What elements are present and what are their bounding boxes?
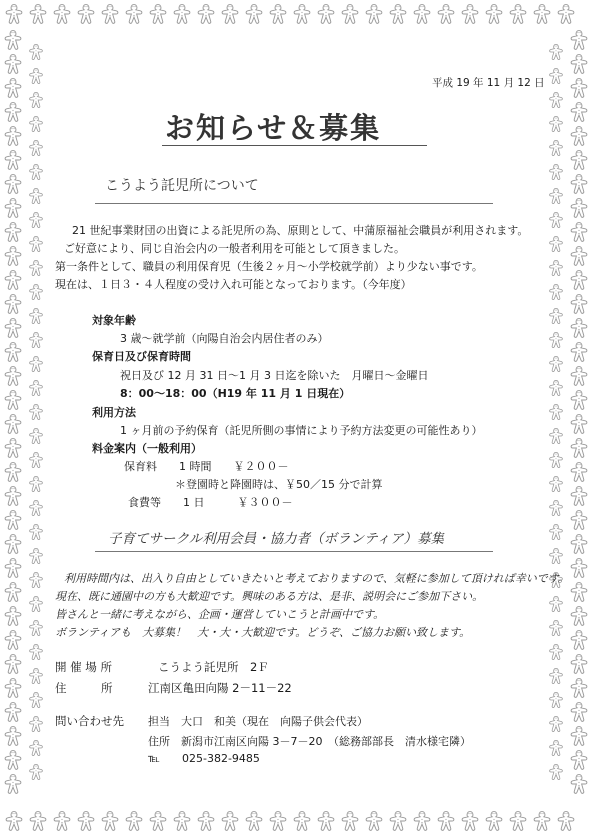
gingerbread-figure [550, 428, 563, 443]
gingerbread-figure [5, 343, 21, 362]
gingerbread-figure [550, 380, 563, 395]
gingerbread-figure [571, 751, 587, 770]
gingerbread-figure [534, 812, 550, 831]
gingerbread-figure [30, 5, 46, 24]
gingerbread-figure [5, 79, 21, 98]
gingerbread-figure [150, 5, 166, 24]
days-value-2: 8：00～18：00（H19 年 11 月 1 日現在） [120, 387, 351, 400]
intro-line-2: ご好意により、同じ自治会内の一般者利用を可能として頂きました。 [64, 242, 405, 255]
gingerbread-figure [246, 5, 262, 24]
gingerbread-figure [550, 308, 563, 323]
gingerbread-figure [571, 247, 587, 266]
gingerbread-figure [5, 511, 21, 530]
gingerbread-figure [550, 236, 563, 251]
gingerbread-figure [571, 223, 587, 242]
gingerbread-figure [30, 500, 43, 515]
section1-underline [95, 203, 493, 204]
gingerbread-figure [438, 5, 454, 24]
venue-label: 開 催 場 所 [55, 660, 112, 674]
gingerbread-figure [5, 655, 21, 674]
gingerbread-figure [30, 764, 43, 779]
gingerbread-figure [550, 692, 563, 707]
gingerbread-figure [571, 367, 587, 386]
fee-meal: 食費等 1 日 ￥３００－ [128, 496, 293, 509]
usage-value: 1 ヶ月前の予約保育（託児所側の事情により予約方法変更の可能性あり） [120, 424, 483, 437]
gingerbread-figure [30, 140, 43, 155]
gingerbread-figure [5, 559, 21, 578]
page-title: お知らせ＆募集 [165, 111, 382, 145]
gingerbread-figure [550, 764, 563, 779]
gingerbread-figure [550, 188, 563, 203]
gingerbread-figure [571, 775, 587, 794]
gingerbread-figure [126, 5, 142, 24]
gingerbread-figure [510, 5, 526, 24]
gingerbread-figure [5, 319, 21, 338]
gingerbread-figure [198, 812, 214, 831]
gingerbread-figure [550, 452, 563, 467]
gingerbread-figure [438, 812, 454, 831]
gingerbread-figure [571, 271, 587, 290]
address-value: 江南区亀田向陽 2－11－22 [148, 681, 292, 695]
gingerbread-figure [294, 5, 310, 24]
gingerbread-figure [550, 164, 563, 179]
gingerbread-figure [318, 812, 334, 831]
recruit-line-2: 現在、既に通園中の方も大歓迎です。興味のある方は、是非、説明会にご参加下さい。 [55, 590, 484, 603]
gingerbread-figure [5, 103, 21, 122]
gingerbread-figure [571, 55, 587, 74]
gingerbread-figure [246, 812, 262, 831]
days-label: 保育日及び保育時間 [92, 350, 191, 363]
gingerbread-figure [54, 812, 70, 831]
gingerbread-figure [571, 103, 587, 122]
gingerbread-figure [30, 620, 43, 635]
recruit-line-1: 利用時間内は、出入り自由としていきたいと考えておりますので、気軽に参加して頂ければ幸いです。 [64, 572, 569, 585]
gingerbread-figure [30, 308, 43, 323]
gingerbread-figure [30, 116, 43, 131]
gingerbread-figure [174, 5, 190, 24]
gingerbread-figure [571, 31, 587, 50]
gingerbread-figure [6, 5, 22, 24]
gingerbread-figure [5, 631, 21, 650]
gingerbread-figure [571, 511, 587, 530]
gingerbread-figure [30, 428, 43, 443]
gingerbread-figure [550, 404, 563, 419]
gingerbread-figure [294, 812, 310, 831]
gingerbread-figure [30, 68, 43, 83]
gingerbread-figure [30, 380, 43, 395]
gingerbread-figure [5, 463, 21, 482]
gingerbread-figure [150, 812, 166, 831]
gingerbread-figure [571, 79, 587, 98]
gingerbread-figure [571, 535, 587, 554]
gingerbread-figure [30, 716, 43, 731]
gingerbread-figure [30, 164, 43, 179]
gingerbread-figure [6, 812, 22, 831]
gingerbread-figure [102, 5, 118, 24]
gingerbread-figure [550, 596, 563, 611]
gingerbread-figure [571, 151, 587, 170]
gingerbread-figure [510, 812, 526, 831]
gingerbread-figure [30, 44, 43, 59]
gingerbread-figure [550, 716, 563, 731]
gingerbread-figure [222, 812, 238, 831]
gingerbread-figure [571, 199, 587, 218]
gingerbread-figure [550, 356, 563, 371]
fee-care: 保育料 1 時間 ￥２００－ [124, 460, 289, 473]
gingerbread-figure [102, 812, 118, 831]
gingerbread-figure [550, 620, 563, 635]
gingerbread-figure [571, 559, 587, 578]
gingerbread-figure [5, 55, 21, 74]
section2-heading: 子育てサークル利用会員・協力者（ボランティア）募集 [108, 531, 445, 547]
gingerbread-figure [5, 679, 21, 698]
gingerbread-figure [78, 5, 94, 24]
gingerbread-figure [571, 439, 587, 458]
gingerbread-figure [30, 668, 43, 683]
section2-underline [95, 551, 493, 552]
gingerbread-figure [30, 92, 43, 107]
gingerbread-figure [550, 644, 563, 659]
recruit-line-3: 皆さんと一緒に考えながら、企画・運営していこうと計画中です。 [55, 608, 385, 621]
gingerbread-figure [534, 5, 550, 24]
gingerbread-figure [414, 5, 430, 24]
contact-person: 担当 大口 和美（現在 向陽子供会代表） [148, 715, 368, 728]
gingerbread-figure [318, 5, 334, 24]
gingerbread-figure [571, 631, 587, 650]
gingerbread-figure [30, 332, 43, 347]
gingerbread-figure [5, 247, 21, 266]
gingerbread-figure [5, 127, 21, 146]
gingerbread-figure [550, 500, 563, 515]
gingerbread-figure [571, 655, 587, 674]
gingerbread-figure [571, 703, 587, 722]
gingerbread-figure [550, 476, 563, 491]
gingerbread-figure [486, 812, 502, 831]
gingerbread-figure [30, 260, 43, 275]
intro-line-4: 現在は、１日３・４人程度の受け入れ可能となっております。（今年度） [55, 278, 412, 291]
contact-tel-label: ℡ [148, 752, 160, 765]
gingerbread-figure [550, 548, 563, 563]
gingerbread-figure [5, 367, 21, 386]
gingerbread-figure [571, 343, 587, 362]
gingerbread-figure [571, 295, 587, 314]
gingerbread-figure [390, 812, 406, 831]
gingerbread-figure [571, 175, 587, 194]
gingerbread-figure [550, 44, 563, 59]
gingerbread-figure [462, 812, 478, 831]
gingerbread-figure [5, 151, 21, 170]
gingerbread-figure [5, 391, 21, 410]
gingerbread-figure [571, 127, 587, 146]
contact-address: 住所 新潟市江南区向陽 3－7－20 （総務部部長 清水様宅隣） [148, 735, 471, 748]
gingerbread-figure [550, 212, 563, 227]
contact-label: 問い合わせ先 [55, 714, 124, 728]
gingerbread-figure [5, 487, 21, 506]
gingerbread-figure [550, 140, 563, 155]
gingerbread-figure [30, 404, 43, 419]
gingerbread-figure [366, 812, 382, 831]
venue-value: こうよう託児所 2Ｆ [158, 660, 269, 674]
gingerbread-figure [54, 5, 70, 24]
gingerbread-figure [571, 679, 587, 698]
gingerbread-figure [5, 607, 21, 626]
gingerbread-figure [550, 524, 563, 539]
gingerbread-figure [571, 583, 587, 602]
gingerbread-figure [558, 5, 574, 24]
gingerbread-figure [30, 692, 43, 707]
gingerbread-figure [5, 271, 21, 290]
target-value: 3 歳～就学前（向陽自治会内居住者のみ） [120, 332, 329, 345]
section1-heading: こうよう託児所について [105, 178, 259, 194]
gingerbread-figure [30, 548, 43, 563]
gingerbread-figure [126, 812, 142, 831]
gingerbread-figure [30, 572, 43, 587]
gingerbread-figure [342, 5, 358, 24]
document-date: 平成 19 年 11 月 12 日 [432, 77, 545, 89]
intro-line-3: 第一条件として、職員の利用保育児（生後２ヶ月～小学校就学前）より少ない事です。 [55, 260, 483, 273]
days-value-1: 祝日及び 12 月 31 日～1 月 3 日迄を除いた 月曜日～金曜日 [120, 369, 429, 382]
contact-tel: 025-382-9485 [182, 752, 260, 765]
gingerbread-figure [5, 703, 21, 722]
gingerbread-figure [550, 332, 563, 347]
gingerbread-figure [5, 175, 21, 194]
gingerbread-figure [486, 5, 502, 24]
gingerbread-figure [78, 812, 94, 831]
gingerbread-figure [550, 116, 563, 131]
gingerbread-figure [550, 668, 563, 683]
gingerbread-figure [30, 284, 43, 299]
gingerbread-figure [174, 812, 190, 831]
gingerbread-figure [571, 391, 587, 410]
gingerbread-figure [390, 5, 406, 24]
gingerbread-figure [5, 295, 21, 314]
gingerbread-figure [342, 812, 358, 831]
intro-line-1: 21 世紀事業財団の出資による託児所の為、原則として、中蒲原福祉会職員が利用されます。 [72, 224, 529, 237]
gingerbread-figure [5, 223, 21, 242]
gingerbread-figure [30, 812, 46, 831]
gingerbread-figure [30, 236, 43, 251]
gingerbread-figure [571, 415, 587, 434]
gingerbread-figure [550, 68, 563, 83]
gingerbread-figure [5, 199, 21, 218]
gingerbread-figure [222, 5, 238, 24]
gingerbread-figure [5, 535, 21, 554]
gingerbread-figure [30, 452, 43, 467]
usage-label: 利用方法 [92, 406, 136, 419]
gingerbread-figure [558, 812, 574, 831]
gingerbread-figure [5, 583, 21, 602]
gingerbread-figure [30, 524, 43, 539]
gingerbread-figure [571, 463, 587, 482]
fee-label: 料金案内（一般利用） [92, 442, 202, 455]
gingerbread-figure [30, 596, 43, 611]
gingerbread-figure [30, 740, 43, 755]
gingerbread-figure [30, 644, 43, 659]
gingerbread-figure [30, 188, 43, 203]
gingerbread-figure [30, 212, 43, 227]
fee-note: ＊登園時と降園時は、￥50／15 分で計算 [175, 478, 383, 491]
gingerbread-figure [550, 740, 563, 755]
gingerbread-figure [5, 439, 21, 458]
gingerbread-figure [5, 727, 21, 746]
gingerbread-figure [571, 319, 587, 338]
gingerbread-figure [571, 607, 587, 626]
gingerbread-figure [270, 5, 286, 24]
gingerbread-figure [550, 260, 563, 275]
gingerbread-figure [5, 775, 21, 794]
gingerbread-figure [550, 92, 563, 107]
gingerbread-figure [5, 415, 21, 434]
address-label: 住 所 [55, 681, 113, 695]
gingerbread-figure [270, 812, 286, 831]
gingerbread-figure [30, 356, 43, 371]
gingerbread-figure [571, 487, 587, 506]
gingerbread-figure [462, 5, 478, 24]
gingerbread-figure [198, 5, 214, 24]
gingerbread-figure [366, 5, 382, 24]
gingerbread-figure [5, 751, 21, 770]
gingerbread-figure [30, 476, 43, 491]
gingerbread-figure [5, 31, 21, 50]
title-underline [162, 145, 427, 146]
gingerbread-figure [414, 812, 430, 831]
recruit-line-4: ボランティアも 大募集！ 大・大・大歓迎です。どうぞ、ご協力お願い致します。 [55, 626, 471, 639]
target-label: 対象年齢 [92, 314, 136, 327]
gingerbread-figure [550, 284, 563, 299]
gingerbread-figure [571, 727, 587, 746]
